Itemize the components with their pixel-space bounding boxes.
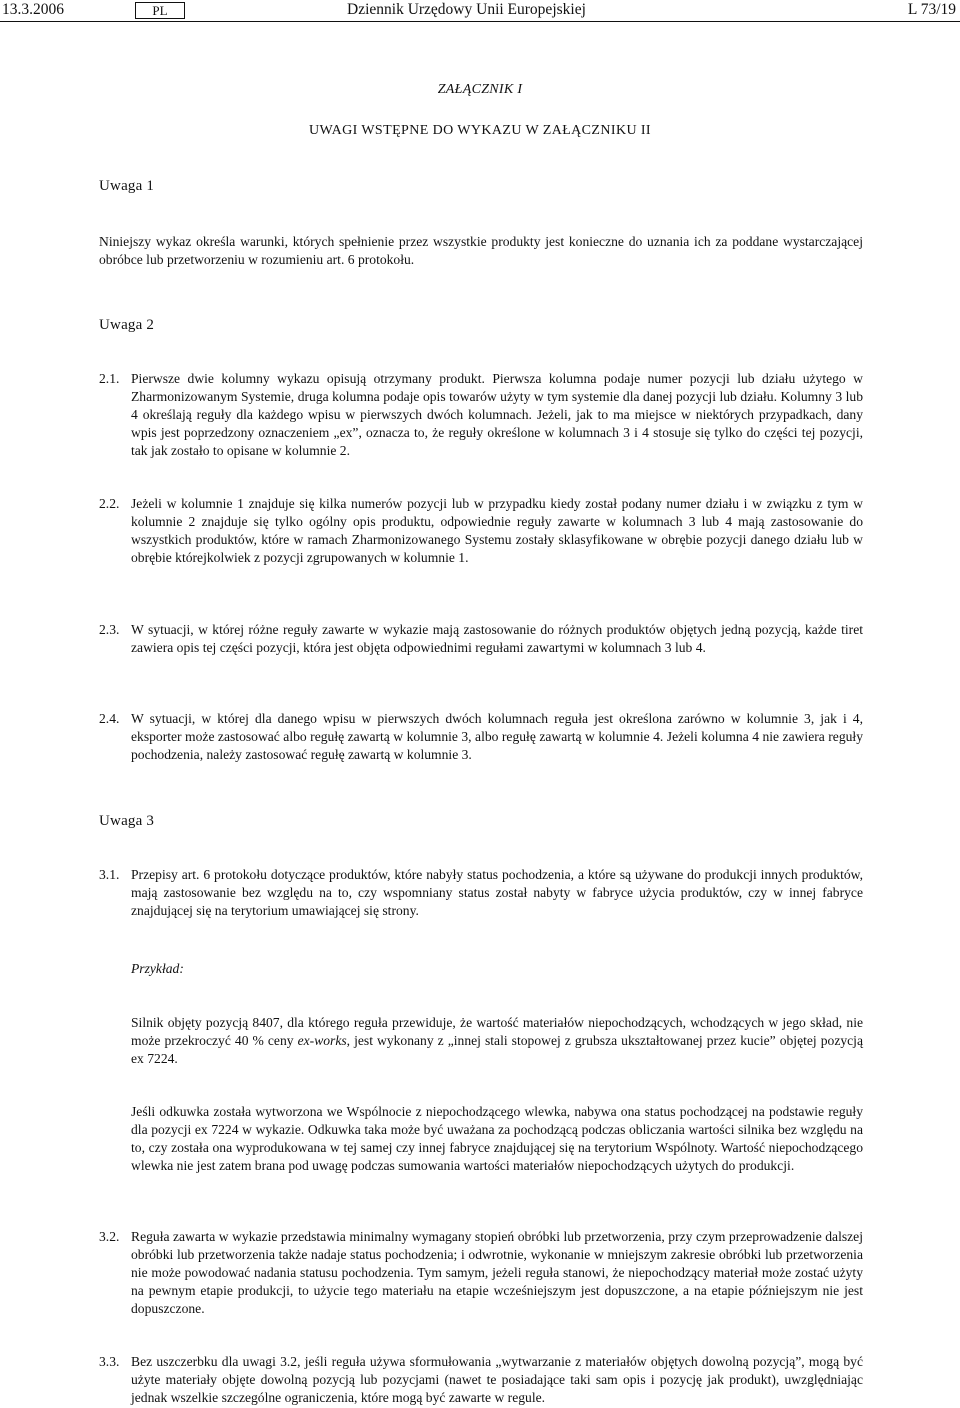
item-text: Bez uszczerbku dla uwagi 3.2, jeśli reguła używa sformułowania „wytwarzanie z materiałów objętych dowolną pozycją”, mogą być użyte materiały objęte dowolną pozycją lub pozycjami (nawet te posiadające taki sam opis i pozycję jak produkt), uwzględniając jednak wszelkie szczególne ograniczenia, które mogą być zawarte w regule. (131, 1354, 863, 1405)
item-number: 2.2. (99, 496, 120, 511)
page-header (0, 0, 960, 22)
example-label: Przykład: (131, 961, 184, 976)
item-text: Przepisy art. 6 protokołu dotyczące produktów, które nabyły status pochodzenia, a które są używane do produkcji innych produktów, mają zastosowanie bez względu na to, czy wspomniany status został nabyty w fabryce użycia produktów, czy w innej fabryce znajdującej się na terytorium umawiającej się strony. (131, 867, 863, 918)
item-number: 2.4. (99, 711, 120, 726)
example-text-part-1: Silnik objęty pozycją 8407, dla którego reguła przewiduje, że wartość materiałów niepochodzących, wchodzących w jego skład, nie może przekroczyć 40 % ceny (131, 1015, 863, 1048)
publication-date: 13.3.2006 (2, 1, 64, 18)
example-paragraph-1 (131, 1014, 863, 1068)
item-number: 2.3. (99, 622, 120, 637)
note-2-2 (99, 495, 863, 567)
journal-title: Dziennik Urzędowy Unii Europejskiej (347, 1, 586, 18)
item-text: W sytuacji, w której różne reguły zawarte w wykazie mają zastosowanie do różnych produktów objętych jedną pozycją, każde tiret zawiera opis tej części pozycji, która jest objęta odpowiednimi regułami zawartymi w kolumnach 3 lub 4. (131, 622, 863, 655)
note-1-text: Niniejszy wykaz określa warunki, których spełnienie przez wszystkie produkty jest konieczne do uznania ich za poddane wystarczającej obróbce lub przetworzeniu w rozumieniu art. 6 protokołu. (99, 234, 863, 267)
item-number: 3.3. (99, 1354, 120, 1369)
header-rule (0, 21, 960, 22)
item-text: Jeżeli w kolumnie 1 znajduje się kilka numerów pozycji lub w przypadku kiedy został podany numer działu i w związku z tym w kolumnie 2 znajduje się tylko ogólny opis produktu, odpowiednie reguły zawarte w kolumnach 3 lub 4 mają zastosowanie do wszystkich produktów, które w ramach Zharmonizowanego Systemu zostały sklasyfikowane w obrębie pozycji danego działu lub w obrębie którejkolwiek z pozycji zgrupowanych w kolumnie 1. (131, 496, 863, 565)
note-3-heading: Uwaga 3 (99, 813, 155, 829)
item-number: 3.2. (99, 1229, 120, 1244)
item-text: Reguła zawarta w wykazie przedstawia minimalny wymagany stopień obróbki lub przetworzenia, przy czym przeprowadzenie dalszej obróbki lub przetworzenia także nadaje status pochodzenia; i odwrotnie, wykonanie w mniejszym zakresie obróbki lub przetworzenia nie może powodować nadania statusu pochodzenia. Tym samym, jeżeli reguła stanowi, że niepochodzący materiał może zostać użyty na pewnym etapie produkcji, to użycie tego materiału na etapie wcześniejszym jest dopuszczone, a na etapie późniejszym nie jest dopuszczone. (131, 1229, 863, 1316)
item-text: Pierwsze dwie kolumny wykazu opisują otrzymany produkt. Pierwsza kolumna podaje numer pozycji lub działu użytego w Zharmonizowanym Systemie, druga kolumna podaje opis towarów użyty w tym systemie dla danej pozycji lub działu. Kolumny 3 lub 4 określają reguły dla każdego wpisu w pierwszych dwóch kolumnach. Jeżeli, jak to ma miejsce w niektórych przypadkach, dany wpis jest poprzedzony oznaczeniem „ex”, oznacza to, że reguły określone w kolumnach 3 i 4 stosuje się tylko do części tej pozycji, tak jak zostało to opisane w kolumnie 2. (131, 371, 863, 458)
annex-label: ZAŁĄCZNIK I (437, 82, 523, 97)
note-2-3 (99, 621, 863, 657)
note-2-1 (99, 370, 863, 460)
example-paragraph-2: Jeśli odkuwka została wytworzona we Wspólnocie z niepochodzącego wlewka, nabywa ona status pochodzącej na podstawie reguły dla pozycji ex 7224 w wykazie. Odkuwka taka może być uważana za pochodzącą podczas obliczania wartości silnika bez względu na to, czy została ona wyprodukowana w tej samej czy innej fabryce znajdującej się na terytorium Wspólnoty. Wartość niepochodzącego wlewka nie jest zatem brana pod uwagę podczas sumowania wartości materiałów niepochodzących użytych do produkcji. (131, 1104, 863, 1173)
note-3-3 (99, 1353, 863, 1407)
note-2-4 (99, 710, 863, 764)
item-number: 3.1. (99, 867, 120, 882)
language-badge: PL (135, 2, 185, 19)
item-number: 2.1. (99, 371, 120, 386)
item-text: W sytuacji, w której dla danego wpisu w pierwszych dwóch kolumnach reguła jest określona zarówno w kolumnie 3, jak i 4, eksporter może zastosować albo regułę zawartą w kolumnie 3, albo regułę zawartą w kolumnie 4. Jeżeli kolumna 4 nie zawiera reguły pochodzenia, należy zastosować regułę zawartą w kolumnie 3. (131, 711, 863, 762)
note-3-1 (99, 866, 863, 920)
example-term: ex-works (297, 1033, 347, 1048)
page-number: L 73/19 (907, 1, 956, 18)
note-3-2 (99, 1228, 863, 1318)
note-1-heading: Uwaga 1 (99, 178, 155, 194)
example-text-part-2: , jest wykonany z „innej stali stopowej z grubsza ukształtowanej przez kucie” objętej pozycją ex 7224. (131, 1033, 863, 1066)
note-2-heading: Uwaga 2 (99, 317, 155, 333)
page-title: UWAGI WSTĘPNE DO WYKAZU W ZAŁĄCZNIKU II (309, 123, 651, 138)
